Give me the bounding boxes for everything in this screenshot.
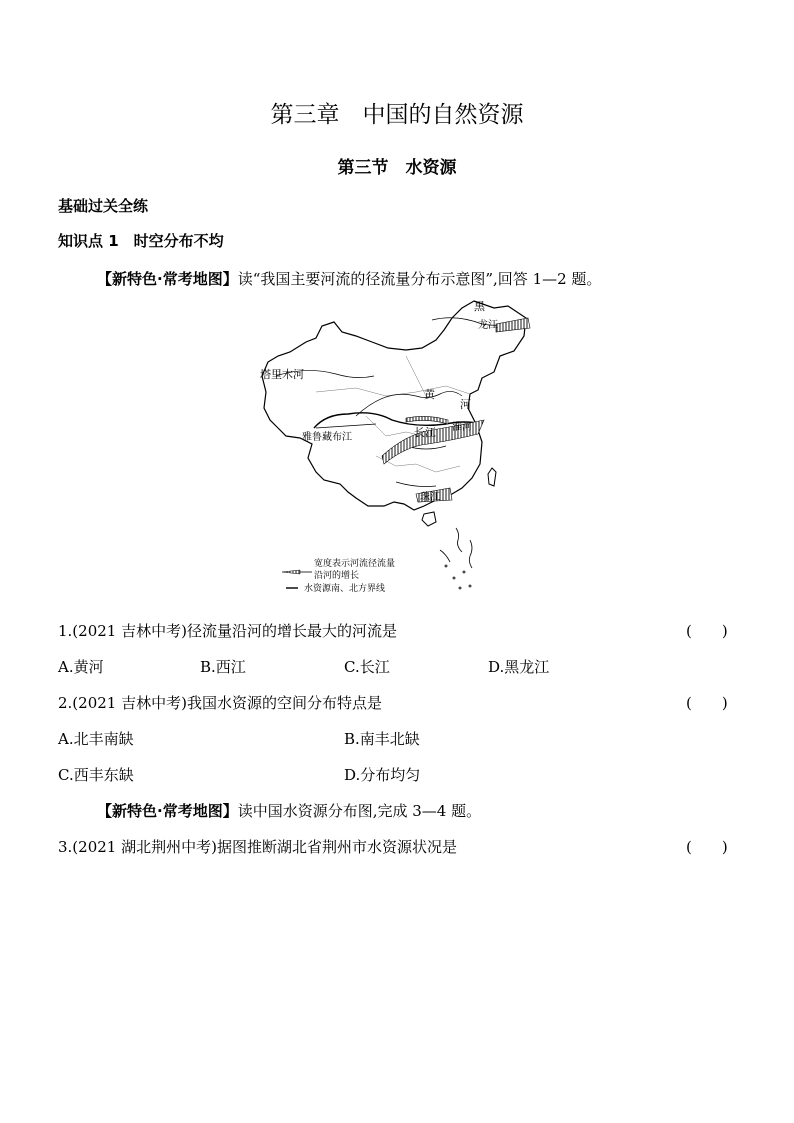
legend-boundary-note: 水资源南、北方界线 — [304, 584, 386, 594]
legend-width-note-2: 沿河的增长 — [314, 571, 360, 581]
section-title: 第三节 水资源 — [337, 158, 457, 178]
label-yellow2: 河 — [460, 398, 471, 411]
south-sea-islands — [440, 528, 472, 589]
river-runoff-map — [256, 296, 532, 606]
label-yangtze: 长江 — [414, 426, 436, 439]
subheading: 基础过关全练 — [58, 197, 149, 215]
intro-paragraph-1 — [97, 268, 601, 289]
question-2-stem: 2.(2021 吉林中考)我国水资源的空间分布特点是 — [58, 694, 382, 712]
china-outline — [262, 301, 526, 510]
intro2-tag: 【新特色·常考地图】 — [97, 802, 238, 820]
label-heilong2: 龙江 — [478, 320, 498, 331]
intro-text: 读“我国主要河流的径流量分布示意图”,回答 1—2 题。 — [237, 270, 602, 288]
question-1-stem: 1.(2021 吉林中考)径流量沿河的增长最大的河流是 — [58, 622, 397, 640]
question-1-option-c[interactable]: C.长江 — [344, 658, 390, 676]
intro-paragraph-2 — [97, 800, 481, 821]
label-heilong: 黑 — [474, 300, 485, 313]
label-huai: 淮河 — [452, 422, 472, 433]
legend-width-note-1: 宽度表示河流径流量 — [314, 559, 396, 569]
map-legend — [282, 557, 395, 594]
question-2-option-d[interactable]: D.分布均匀 — [344, 766, 421, 784]
question-1-option-d[interactable]: D.黑龙江 — [488, 658, 550, 676]
question-2-option-b[interactable]: B.南丰北缺 — [344, 730, 420, 748]
intro-tag: 【新特色·常考地图】 — [97, 270, 238, 288]
question-3-stem: 3.(2021 湖北荆州中考)据图推断湖北省荆州市水资源状况是 — [58, 838, 457, 856]
taiwan-island — [488, 468, 496, 486]
question-1-answer-blank[interactable]: ( ) — [686, 622, 728, 640]
label-pearl: 珠江 — [420, 492, 440, 503]
label-tarim: 塔里木河 — [260, 368, 304, 381]
hainan-island — [422, 512, 436, 526]
intro2-text: 读中国水资源分布图,完成 3—4 题。 — [237, 802, 482, 820]
question-1-option-b[interactable]: B.西江 — [200, 658, 246, 676]
question-1-option-a[interactable]: A.黄河 — [58, 658, 104, 676]
question-2-option-a[interactable]: A.北丰南缺 — [58, 730, 134, 748]
question-2-answer-blank[interactable]: ( ) — [686, 694, 728, 712]
chapter-title: 第三章 中国的自然资源 — [270, 102, 524, 128]
label-yellow1: 黄 — [424, 388, 435, 401]
label-yarlung: 雅鲁藏布江 — [302, 432, 352, 443]
question-3-answer-blank[interactable]: ( ) — [686, 838, 728, 856]
knowledge-point-heading: 知识点 1 时空分布不均 — [58, 232, 224, 250]
question-2-option-c[interactable]: C.西丰东缺 — [58, 766, 134, 784]
